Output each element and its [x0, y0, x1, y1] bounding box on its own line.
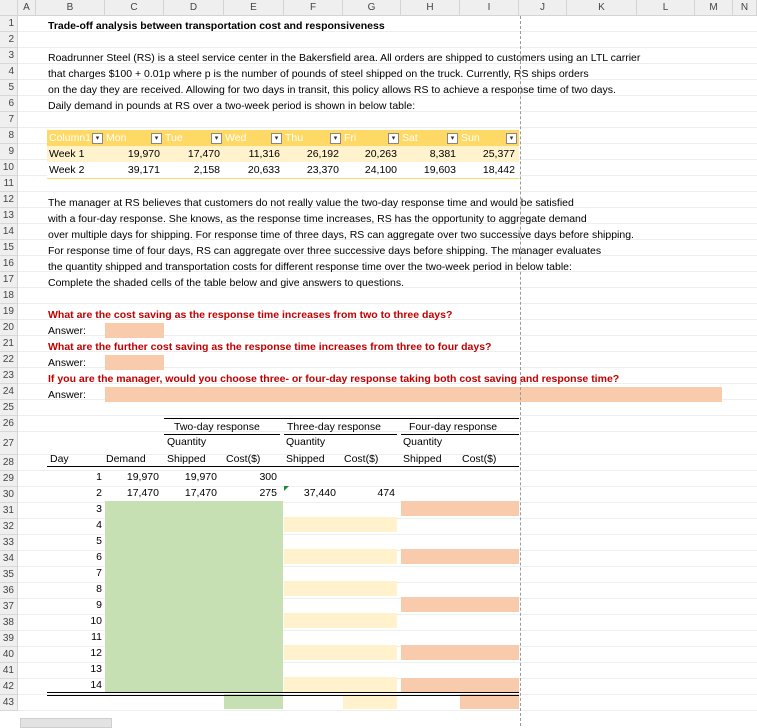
- answer-cell-2[interactable]: [105, 355, 164, 370]
- day-number: 13: [90, 663, 102, 675]
- cost2-day1: 300: [259, 471, 277, 483]
- row-header-23[interactable]: 23: [0, 368, 18, 384]
- shipped-header-3: Shipped: [286, 453, 325, 465]
- row-header-30[interactable]: 30: [0, 487, 18, 503]
- day-number: 9: [96, 599, 102, 611]
- row-header-41[interactable]: 41: [0, 663, 18, 679]
- demand-header-label: Sat: [402, 132, 418, 144]
- row-header-26[interactable]: 26: [0, 416, 18, 432]
- day-number: 1: [96, 471, 102, 483]
- demand-value: 19,970: [127, 148, 160, 160]
- four-day-input-row[interactable]: [401, 597, 519, 612]
- page-break-line: [520, 16, 521, 726]
- row-header-36[interactable]: 36: [0, 583, 18, 599]
- row-header-12[interactable]: 12: [0, 192, 18, 208]
- column-header-c[interactable]: C: [105, 0, 164, 15]
- horizontal-scrollbar[interactable]: [20, 718, 112, 728]
- filter-dropdown-icon[interactable]: ▾: [151, 133, 162, 144]
- week-label: Week 2: [49, 164, 85, 176]
- row-header-31[interactable]: 31: [0, 503, 18, 519]
- shipped2-day1: 19,970: [184, 471, 217, 483]
- three-day-input-row[interactable]: [284, 549, 397, 564]
- row-header-42[interactable]: 42: [0, 679, 18, 695]
- demand-header-label: Thu: [285, 132, 304, 144]
- manager-line-4: For response time of four days, RS can aggregate over three successive days before shipping. The manager evaluates: [48, 245, 602, 257]
- row-header-8[interactable]: 8: [0, 128, 18, 144]
- row-gridline: [18, 47, 757, 48]
- row-gridline: [18, 431, 757, 432]
- four-day-input-row[interactable]: [401, 501, 519, 516]
- demand-header-fri: [344, 130, 356, 146]
- answer-cell-1[interactable]: [105, 323, 164, 338]
- filter-dropdown-icon[interactable]: ▾: [92, 133, 103, 144]
- column-header-n[interactable]: N: [733, 0, 757, 15]
- row-header-33[interactable]: 33: [0, 535, 18, 551]
- day-number: 7: [96, 567, 102, 579]
- day-number: 12: [90, 647, 102, 659]
- qty-label-2: Quantity: [167, 436, 207, 448]
- cost-header-4: Cost($): [462, 453, 497, 465]
- column-header-j[interactable]: J: [519, 0, 567, 15]
- day-number: 2: [96, 487, 102, 499]
- cost3-day2: 474: [377, 487, 395, 499]
- day-number: 5: [96, 535, 102, 547]
- row-header-14[interactable]: 14: [0, 224, 18, 240]
- manager-line-3: over multiple days for shipping. For response time of three days, RS can aggregate over two successive days before shipping.: [48, 229, 634, 241]
- intro-line-4: Daily demand in pounds at RS over a two-week period is shown in below table:: [48, 100, 416, 112]
- column-header-i[interactable]: I: [460, 0, 519, 15]
- shipped3-day2: 37,440: [303, 487, 336, 499]
- row-header-43[interactable]: 43: [0, 695, 18, 711]
- manager-line-6: Complete the shaded cells of the table below and give answers to questions.: [48, 277, 405, 289]
- two-day-fill-area[interactable]: [105, 501, 283, 693]
- filter-dropdown-icon[interactable]: ▾: [271, 133, 282, 144]
- row-header-24[interactable]: 24: [0, 384, 18, 400]
- demand-header-label: Tue: [165, 132, 183, 144]
- demand-value: 20,263: [364, 148, 397, 160]
- day-number: 6: [96, 551, 102, 563]
- shipped2-day2: 17,470: [184, 487, 217, 499]
- filter-dropdown-icon[interactable]: ▾: [506, 133, 517, 144]
- demand-header-label: Mon: [106, 132, 127, 144]
- row-header-34[interactable]: 34: [0, 551, 18, 567]
- filter-dropdown-icon[interactable]: ▾: [211, 133, 222, 144]
- row-header-3[interactable]: 3: [0, 48, 18, 64]
- demand-value: 39,171: [127, 164, 160, 176]
- group-two-day: Two-day response: [174, 421, 260, 433]
- row-header-17[interactable]: 17: [0, 272, 18, 288]
- row-header-1[interactable]: 1: [0, 16, 18, 32]
- demand-value: 11,316: [248, 148, 280, 160]
- demand-header-label: Column1: [49, 132, 92, 144]
- shipped-header-4: Shipped: [403, 453, 442, 465]
- row-header-11[interactable]: 11: [0, 176, 18, 192]
- day-header: Day: [50, 453, 69, 465]
- row-header-19[interactable]: 19: [0, 304, 18, 320]
- row-header-2[interactable]: 2: [0, 32, 18, 48]
- formula-indicator: [284, 486, 289, 491]
- answer-label-2: Answer:: [48, 357, 86, 369]
- demand-value: 26,192: [306, 148, 339, 160]
- demand-day2: 17,470: [126, 487, 159, 499]
- manager-line-1: The manager at RS believes that customers do not really value the two-day response time and would be satisfied: [48, 197, 574, 209]
- four-day-input-row[interactable]: [401, 549, 519, 564]
- three-day-total-cell[interactable]: [343, 694, 397, 709]
- demand-header-label: Fri: [344, 132, 357, 144]
- three-day-input-row[interactable]: [284, 677, 397, 692]
- intro-line-3: on the day they are received. Allowing for two days in transit, this policy allows RS to achieve a response time of two days.: [48, 84, 616, 96]
- column-header-b[interactable]: B: [36, 0, 105, 15]
- demand-value: 17,470: [187, 148, 220, 160]
- demand-header-sun: [461, 130, 480, 146]
- row-header-25[interactable]: 25: [0, 400, 18, 416]
- two-day-cost-total-cell[interactable]: [224, 694, 283, 709]
- sheet-title: Trade-off analysis between transportation cost and responsiveness: [48, 20, 385, 32]
- day-number: 10: [90, 615, 102, 627]
- column-header-g[interactable]: G: [343, 0, 401, 15]
- demand-day1: 19,970: [126, 471, 159, 483]
- day-number: 4: [96, 519, 102, 531]
- row-header-6[interactable]: 6: [0, 96, 18, 112]
- three-day-input-row[interactable]: [284, 613, 397, 628]
- row-gridline: [18, 415, 757, 416]
- three-day-input-row[interactable]: [284, 517, 397, 532]
- row-gridline: [18, 191, 757, 192]
- column-header-h[interactable]: H: [401, 0, 460, 15]
- demand-value: 25,377: [482, 148, 515, 160]
- answer-label-1: Answer:: [48, 325, 86, 337]
- row-header-4[interactable]: 4: [0, 64, 18, 80]
- demand-value: 2,158: [193, 164, 220, 176]
- row-header-9[interactable]: 9: [0, 144, 18, 160]
- three-day-input-row[interactable]: [284, 645, 397, 660]
- row-header-18[interactable]: 18: [0, 288, 18, 304]
- row-header-15[interactable]: 15: [0, 240, 18, 256]
- column-header-k[interactable]: K: [567, 0, 637, 15]
- column-header-f[interactable]: F: [284, 0, 343, 15]
- row-header-32[interactable]: 32: [0, 519, 18, 535]
- select-all-corner[interactable]: [0, 0, 18, 15]
- row-header-16[interactable]: 16: [0, 256, 18, 272]
- manager-line-5: the quantity shipped and transportation costs for different response time over the two-week period in below table:: [48, 261, 572, 273]
- row-gridline: [18, 303, 757, 304]
- row-header-40[interactable]: 40: [0, 647, 18, 663]
- demand-value: 18,442: [482, 164, 515, 176]
- intro-line-2: that charges $100 + 0.01p where p is the number of pounds of steel shipped on the truck. Currently, RS ships orders: [48, 68, 589, 80]
- answer-label-3: Answer:: [48, 389, 86, 401]
- filter-dropdown-icon[interactable]: ▾: [447, 133, 458, 144]
- row-header-21[interactable]: 21: [0, 336, 18, 352]
- resp-table-bottom-border-2: [47, 695, 519, 696]
- column-header-a[interactable]: A: [18, 0, 36, 15]
- four-day-total-cell[interactable]: [460, 694, 519, 709]
- column-header-l[interactable]: L: [637, 0, 695, 15]
- shipped-header-2: Shipped: [167, 453, 206, 465]
- resp-table-bottom-border: [47, 692, 519, 693]
- demand-header-label: Wed: [225, 132, 247, 144]
- day-number: 3: [96, 503, 102, 515]
- demand-header-tue: [165, 130, 183, 146]
- demand-value: 19,603: [423, 164, 456, 176]
- four-day-input-row[interactable]: [401, 645, 519, 660]
- filter-dropdown-icon[interactable]: ▾: [388, 133, 399, 144]
- week-label: Week 1: [49, 148, 85, 160]
- row-header-10[interactable]: 10: [0, 160, 18, 176]
- group-three-day: Three-day response: [287, 421, 381, 433]
- cost2-day2: 275: [259, 487, 277, 499]
- demand-value: 23,370: [306, 164, 339, 176]
- day-number: 14: [90, 679, 102, 691]
- question-1: What are the cost saving as the response time increases from two to three days?: [48, 309, 453, 321]
- demand-header-thu: [285, 130, 303, 146]
- row-header-38[interactable]: 38: [0, 615, 18, 631]
- row-header-28[interactable]: 28: [0, 455, 18, 471]
- cost-header-3: Cost($): [344, 453, 379, 465]
- intro-line-1: Roadrunner Steel (RS) is a steel service center in the Bakersfield area. All orders are shipped to customers using an LTL carrier: [48, 52, 641, 64]
- demand-header-sat: [402, 130, 418, 146]
- row-header-7[interactable]: 7: [0, 112, 18, 128]
- row-header-37[interactable]: 37: [0, 599, 18, 615]
- column-header-m[interactable]: M: [695, 0, 733, 15]
- demand-value: 8,381: [429, 148, 456, 160]
- column-header-e[interactable]: E: [224, 0, 284, 15]
- row-header-22[interactable]: 22: [0, 352, 18, 368]
- row-header-27[interactable]: 27: [0, 432, 18, 455]
- demand-header-mon: [106, 130, 126, 146]
- question-2: What are the further cost saving as the response time increases from three to four days?: [48, 341, 492, 353]
- row-header-13[interactable]: 13: [0, 208, 18, 224]
- day-number: 8: [96, 583, 102, 595]
- day-number: 11: [91, 631, 102, 643]
- row-header-29[interactable]: 29: [0, 471, 18, 487]
- demand-header-wed: [225, 130, 246, 146]
- resp-table-header-border: [47, 466, 519, 467]
- filter-dropdown-icon[interactable]: ▾: [330, 133, 341, 144]
- qty-label-4: Quantity: [403, 436, 443, 448]
- demand-header: Demand: [106, 453, 146, 465]
- three-day-input-row[interactable]: [284, 581, 397, 596]
- row-header-5[interactable]: 5: [0, 80, 18, 96]
- demand-value: 20,633: [247, 164, 280, 176]
- cost-header-2: Cost($): [226, 453, 261, 465]
- qty-label-3: Quantity: [286, 436, 326, 448]
- row-header-39[interactable]: 39: [0, 631, 18, 647]
- row-header-20[interactable]: 20: [0, 320, 18, 336]
- group-four-day: Four-day response: [409, 421, 498, 433]
- row-header-35[interactable]: 35: [0, 567, 18, 583]
- answer-cell-3[interactable]: [105, 387, 722, 402]
- row-gridline: [18, 127, 757, 128]
- demand-header-label: Sun: [461, 132, 480, 144]
- question-3: If you are the manager, would you choose three- or four-day response taking both cost saving and response time?: [48, 373, 620, 385]
- manager-line-2: with a four-day response. She knows, as the response time increases, RS has the opportunity to aggregate demand: [48, 213, 587, 225]
- demand-header-column1: [49, 130, 91, 146]
- demand-value: 24,100: [364, 164, 397, 176]
- row-gridline: [18, 710, 757, 711]
- column-header-d[interactable]: D: [164, 0, 224, 15]
- four-day-input-row[interactable]: [401, 678, 519, 693]
